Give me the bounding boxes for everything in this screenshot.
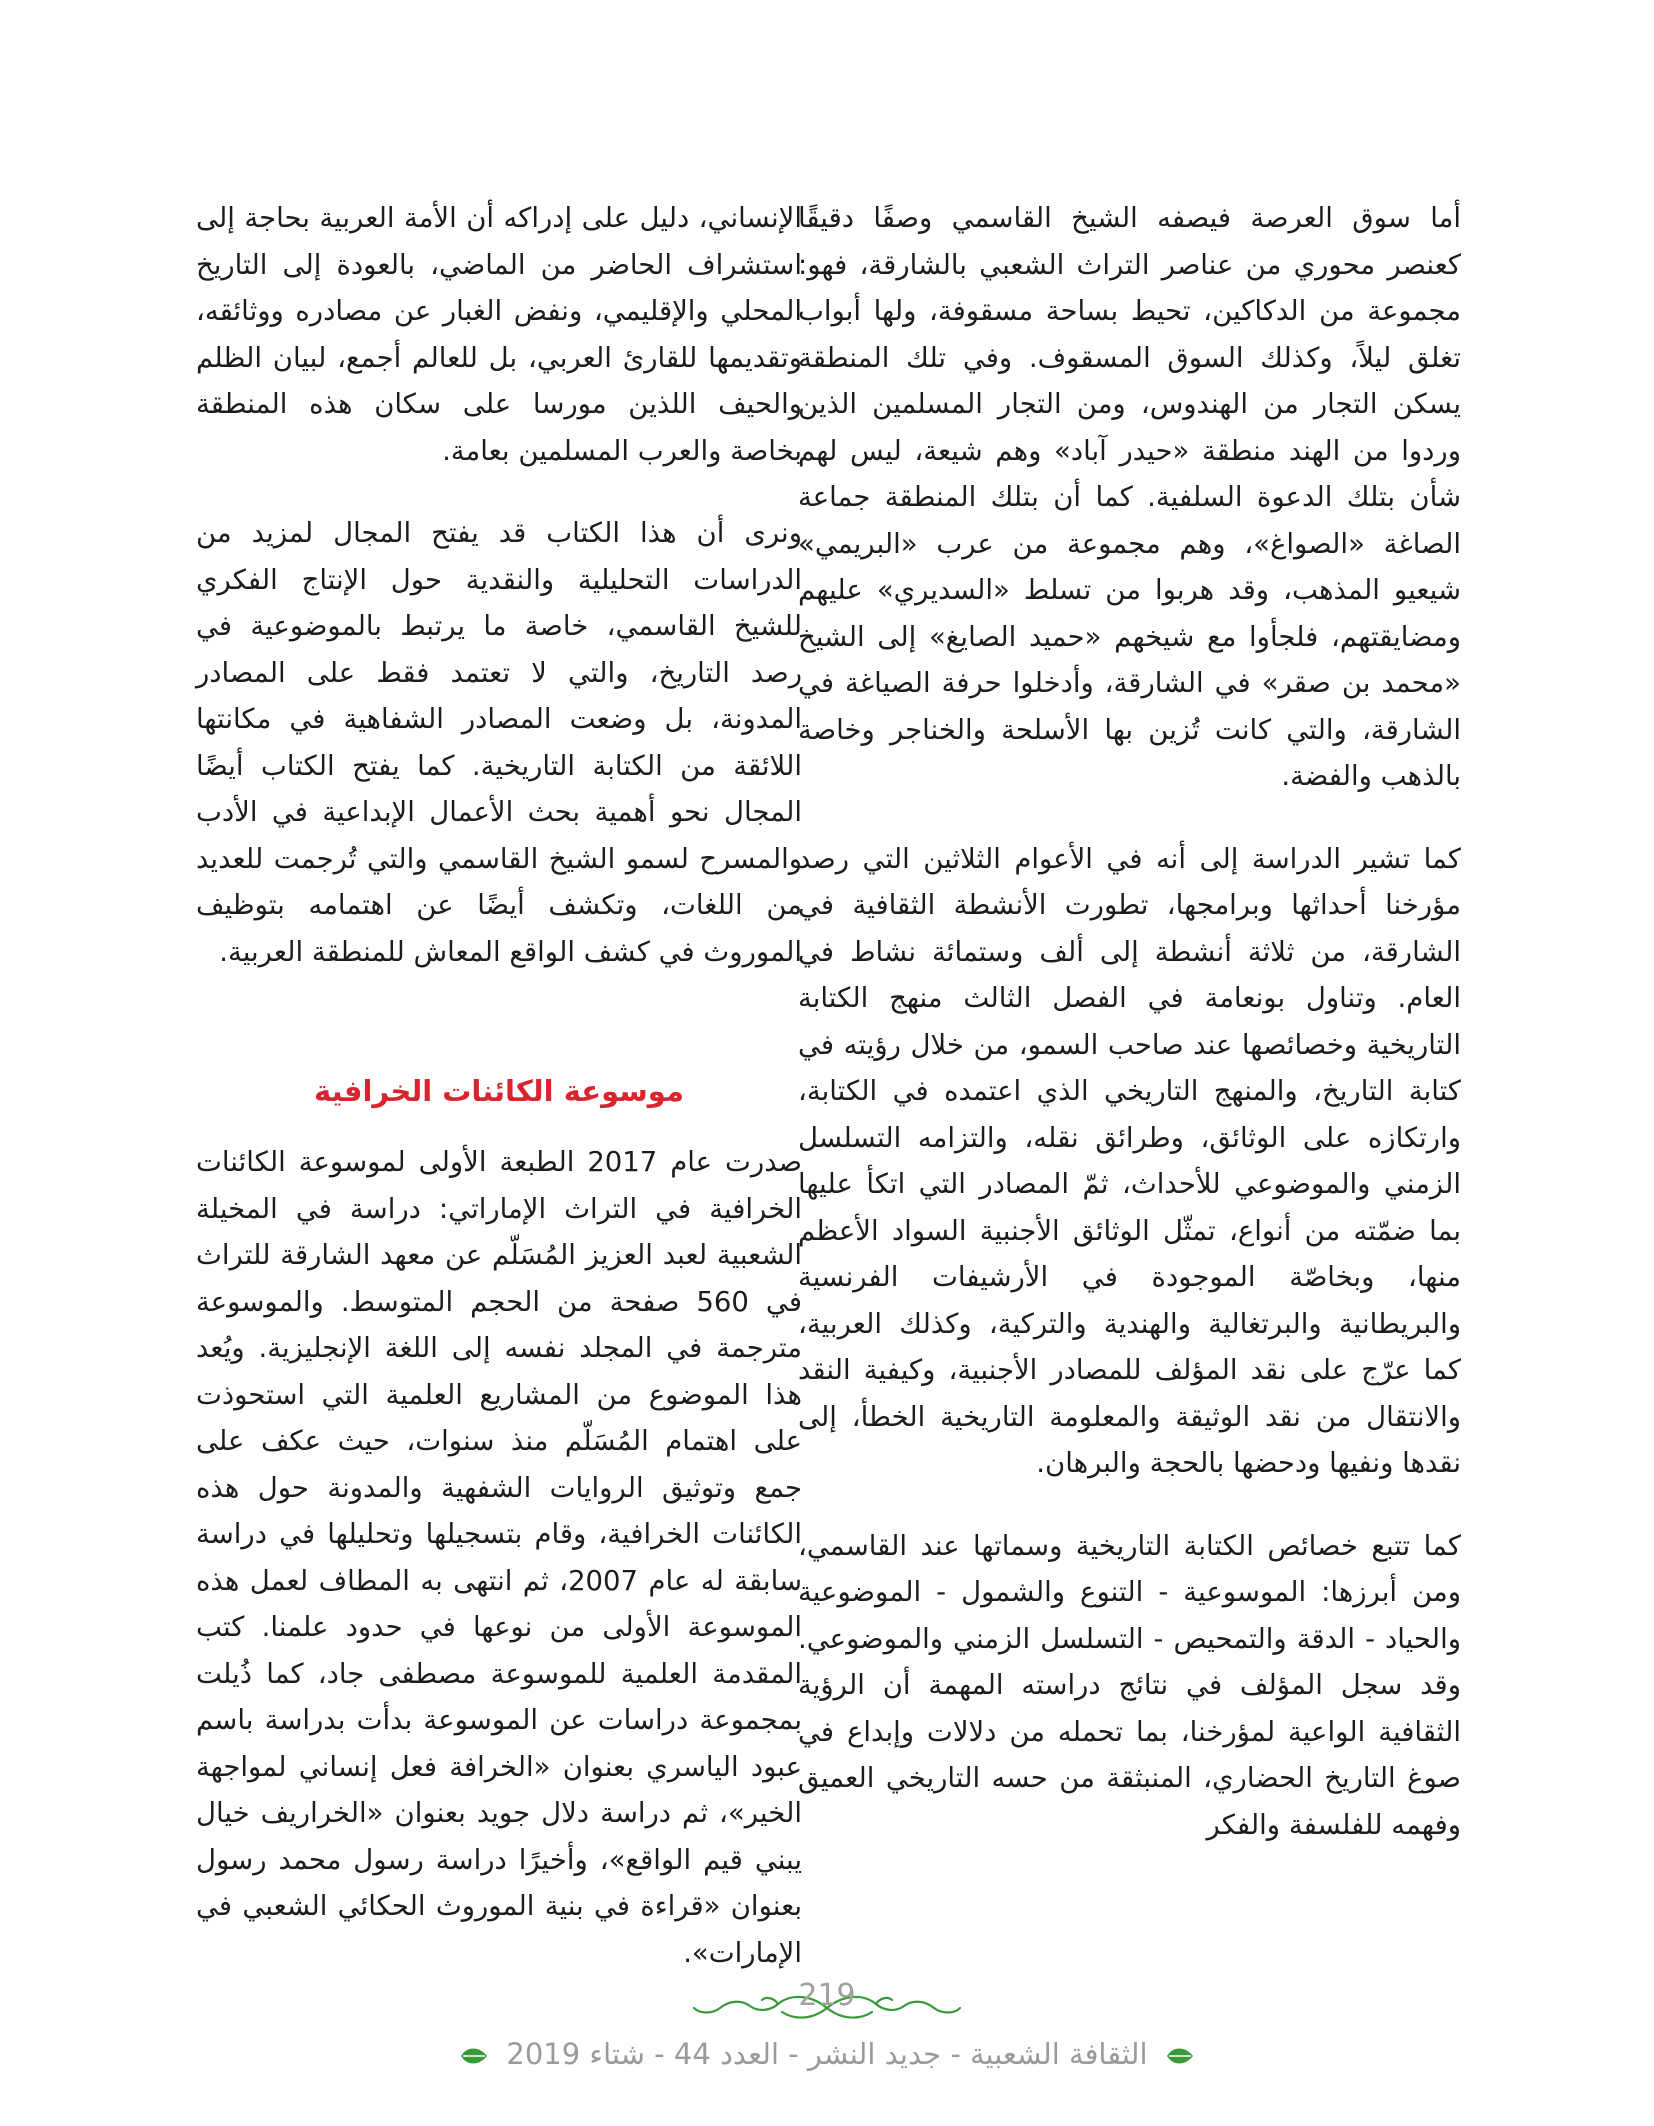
right-paragraph-2: كما تشير الدراسة إلى أنه في الأعوام الثلاثين التي رصد مؤرخنا أحداثها وبرامجها، تطورت الأنشطة الثقافية في الشارقة، من ثلاثة أنشطة إلى ألف وستمائة نشاط في العام. وتناول بونعامة في الفصل الثالث منهج الكتابة التاريخية وخصائصها عند صاحب السمو، من خلال رؤيته في كتابة التاريخ، والمنهج التاريخي الذي اعتمده في الكتابة، وارتكازه على الوثائق، وطرائق نقله، والتزامه التسلسل الزمني والموضوعي للأحداث، ثمّ المصادر التي اتكأ عليها بما ضمّته من أنواع، تمثّل الوثائق الأجنبية السواد الأعظم منها، وبخاصّة الموجودة في الأرشيفات الفرنسية والبريطانية والبرتغالية والهندية والتركية، وكذلك العربية، كما عرّج على نقد المؤلف للمصادر الأجنبية، وكيفية النقد والانتقال من نقد الوثيقة والمعلومة التاريخية الخطأ، إلى نقدها ونفيها ودحضها بالحجة والبرهان. [798,842,1461,1479]
section-heading: موسوعة الكائنات الخرافية [314,1074,684,1108]
right-paragraph-1: أما سوق العرصة فيصفه الشيخ القاسمي وصفًا دقيقًا كعنصر محوري من عناصر التراث الشعبي بالشارقة، فهو: مجموعة من الدكاكين، تحيط بساحة مسقوفة، ولها أبواب تغلق ليلاً، وكذلك السوق المسقوف. وفي تلك المنطقة يسكن التجار من الهندوس، ومن التجار المسلمين الذين وردوا من الهند منطقة «حيدر آباد» وهم شيعة، ليس لهم شأن بتلك الدعوة السلفية. كما أن بتلك المنطقة جماعة الصاغة «الصواغ»، وهم مجموعة من عرب «البريمي» شيعيو المذهب، وقد هربوا من تسلط «السديري» عليهم ومضايقتهم، فلجأوا مع شيخهم «حميد الصايغ» إلى الشيخ «محمد بن صقر» في الشارقة، وأدخلوا حرفة الصياغة في الشارقة، والتي كانت تُزين بها الأسلحة والخناجر وخاصة بالذهب والفضة. [798,202,1461,792]
left-column [196,195,802,1976]
publication-footer [0,2036,1654,2072]
left-paragraph-2: ونرى أن هذا الكتاب قد يفتح المجال لمزيد من الدراسات التحليلية والنقدية حول الإنتاج الفكري للشيخ القاسمي، خاصة ما يرتبط بالموضوعية في رصد التاريخ، والتي لا تعتمد فقط على المصادر المدونة، بل وضعت المصادر الشفاهية في مكانتها اللائقة من الكتابة التاريخية. كما يفتح الكتاب أيضًا المجال نحو أهمية بحث الأعمال الإبداعية في الأدب والمسرح لسمو الشيخ القاسمي والتي تُرجمت للعديد من اللغات، وتكشف أيضًا عن اهتمامه بتوظيف الموروث في كشف الواقع المعاش للمنطقة العربية. [196,517,802,968]
left-paragraph-1: الإنساني، دليل على إدراكه أن الأمة العربية بحاجة إلى استشراف الحاضر من الماضي، بالعودة إلى التاريخ المحلي والإقليمي، ونفض الغبار عن مصادره ووثائقه، وتقديمها للقارئ العربي، بل للعالم أجمع، لبيان الظلم والحيف اللذين مورسا على سكان هذه المنطقة بخاصة والعرب المسلمين بعامة. [196,202,802,467]
leaf-icon [1165,2045,1195,2067]
publication-line: الثقافة الشعبية - جديد النشر - العدد 44 - شتاء 2019 [506,2037,1148,2071]
right-column [798,195,1461,1848]
right-paragraph-3: كما تتبع خصائص الكتابة التاريخية وسماتها عند القاسمي، ومن أبرزها: الموسوعية - التنوع والشمول - الموضوعية والحياد - الدقة والتمحيص - التسلسل الزمني والموضوعي. وقد سجل المؤلف في نتائج دراسته المهمة أن الرؤية الثقافية الواعية لمؤرخنا، بما تحمله من دلالات وإبداع في صوغ التاريخ الحضاري، المنبثقة من حسه التاريخي العميق وفهمه للفلسفة والفكر [798,1529,1461,1841]
leaf-icon [459,2045,489,2067]
page-footer [0,1978,1654,2098]
section-paragraph-1: صدرت عام 2017 الطبعة الأولى لموسوعة الكائنات الخرافية في التراث الإماراتي: دراسة في المخيلة الشعبية لعبد العزيز المُسَلّم عن معهد الشارقة للتراث في 560 صفحة من الحجم المتوسط. والموسوعة مترجمة في المجلد نفسه إلى اللغة الإنجليزية. ويُعد هذا الموضوع من المشاريع العلمية التي استحوذت على اهتمام المُسَلّم منذ سنوات، حيث عكف على جمع وتوثيق الروايات الشفهية والمدونة حول هذه الكائنات الخرافية، وقام بتسجيلها وتحليلها في دراسة سابقة له عام 2007، ثم انتهى به المطاف لعمل هذه الموسوعة الأولى من نوعها في حدود علمنا. كتب المقدمة العلمية للموسوعة مصطفى جاد، كما ذُيلت بمجموعة دراسات عن الموسوعة بدأت بدراسة باسم عبود الياسري بعنوان «الخرافة فعل إنساني لمواجهة الخير»، ثم دراسة دلال جويد بعنوان «الخراريف خيال يبني قيم الواقع»، وأخيرًا دراسة رسول محمد رسول بعنوان «قراءة في بنية الموروث الحكائي الشعبي في الإمارات». [196,1146,803,1969]
page-number: 219 [798,1978,856,2013]
